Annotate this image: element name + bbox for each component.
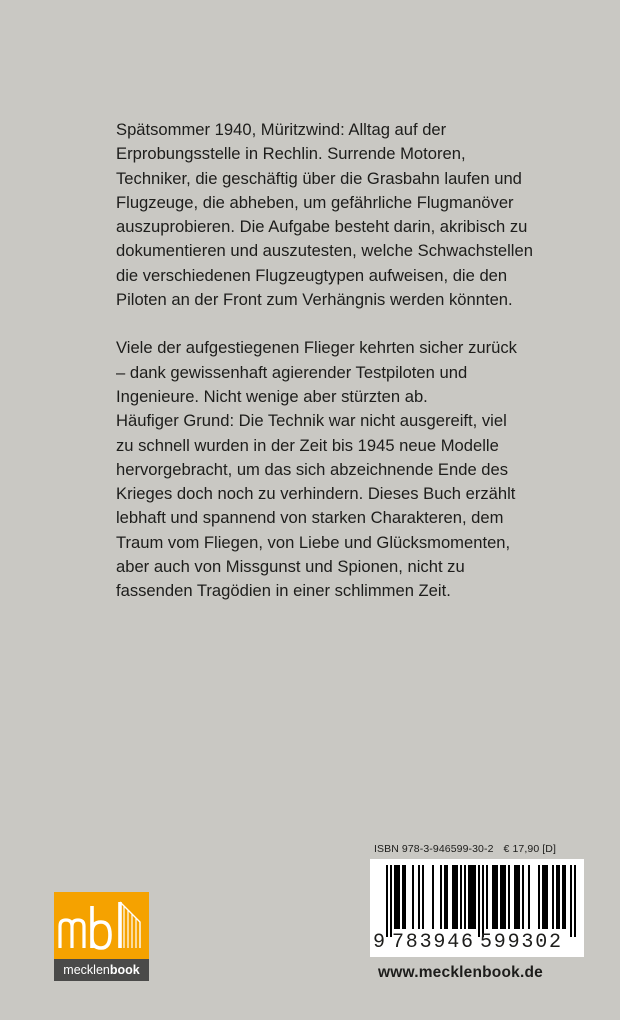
barcode-bar (396, 865, 398, 929)
barcode-bar (468, 865, 470, 929)
barcode-bar (460, 865, 462, 929)
barcode-bar (464, 865, 466, 929)
barcode-bar (508, 865, 510, 929)
barcode-bar (472, 865, 474, 929)
blurb-paragraph-1: Spätsommer 1940, Müritzwind: Alltag auf der Erprobungsstelle in Rechlin. Surrende Motoren, Techniker, die geschäftig über die Grasbahn laufen und Flugzeuge, die abheben, um gefährliche Flugmanöver auszuprobieren. Die Aufgabe besteht darin, akribisch zu dokumentieren und auszutesten, welche Schwachstellen die verschiedenen Flugzeugtypen aufweisen, die den Piloten an der Front zum Verhängnis werden könnten. (116, 120, 533, 310)
barcode-bar (456, 865, 458, 929)
barcode-left-group: 783946 (392, 931, 475, 954)
isbn-price-line (374, 843, 584, 855)
barcode-bar (446, 865, 448, 929)
barcode-bar (558, 865, 560, 929)
barcode-bar (474, 865, 476, 929)
barcode-bar (544, 865, 546, 929)
barcode-bar (386, 865, 388, 937)
price-label: € 17,90 [D] (503, 843, 556, 855)
barcode-bar (444, 865, 446, 929)
barcode-bar (500, 865, 502, 929)
publisher-logo (54, 892, 149, 981)
logo-wordmark (54, 959, 149, 981)
barcode-bar (486, 865, 488, 929)
barcode-bar (452, 865, 454, 929)
barcode-bar (552, 865, 554, 929)
publisher-website[interactable]: www.mecklenbook.de (378, 964, 543, 981)
barcode-right-group: 599302 (480, 931, 563, 954)
logo-wordmark-prefix: mecklen (63, 963, 110, 977)
back-cover-blurb (116, 118, 586, 604)
barcode-bar (412, 865, 414, 929)
mbl-logo-icon (54, 892, 149, 959)
barcode-bar (570, 865, 572, 937)
isbn-number: ISBN 978-3-946599-30-2 (374, 843, 494, 855)
barcode-bar (402, 865, 404, 929)
barcode-bar (502, 865, 504, 929)
barcode-bar (454, 865, 456, 929)
barcode-bar (574, 865, 576, 937)
logo-wordmark-suffix: book (109, 963, 140, 977)
barcode-bar (496, 865, 498, 929)
barcode-bar (398, 865, 400, 929)
barcode-bar (418, 865, 420, 929)
barcode-bar (470, 865, 472, 929)
barcode-bar (546, 865, 548, 929)
barcode-bar (494, 865, 496, 929)
barcode-bar (390, 865, 392, 937)
barcode-bar (432, 865, 434, 929)
barcode-bar (562, 865, 564, 929)
barcode-lead-digit: 9 (373, 931, 387, 954)
barcode-bar (440, 865, 442, 929)
barcode (370, 859, 584, 957)
barcode-bar (482, 865, 484, 937)
barcode-bar (422, 865, 424, 929)
barcode-digits (370, 930, 584, 956)
barcode-bar (538, 865, 540, 929)
barcode-bar (542, 865, 544, 929)
barcode-bar (492, 865, 494, 929)
barcode-bar (556, 865, 558, 929)
blurb-paragraph-2: Viele der aufgestiegenen Flieger kehrten sicher zurück – dank gewissenhaft agierender Testpiloten und Ingenieure. Nicht wenige aber stürzten ab. Häufiger Grund: Die Technik war nicht ausgereift, viel zu schnell wurden in der Zeit bis 1945 neue Modelle hervorgebracht, um das sich abzeichnende Ende des Krieges doch noch zu verhindern. Dieses Buch erzählt lebhaft und spannend von starken Charakteren, dem Traum vom Fliegen, von Liebe und Glücksmomenten, aber auch von Missgunst und Spionen, nicht zu fassenden Tragödien in einer schlimmen Zeit. (116, 338, 517, 601)
barcode-bar (514, 865, 516, 929)
barcode-bar (528, 865, 530, 929)
barcode-bar (478, 865, 480, 937)
barcode-bar (522, 865, 524, 929)
barcode-bar (516, 865, 518, 929)
barcode-bar (404, 865, 406, 929)
barcode-bar (518, 865, 520, 929)
barcode-bar (394, 865, 396, 929)
barcode-bar (564, 865, 566, 929)
barcode-bar (504, 865, 506, 929)
